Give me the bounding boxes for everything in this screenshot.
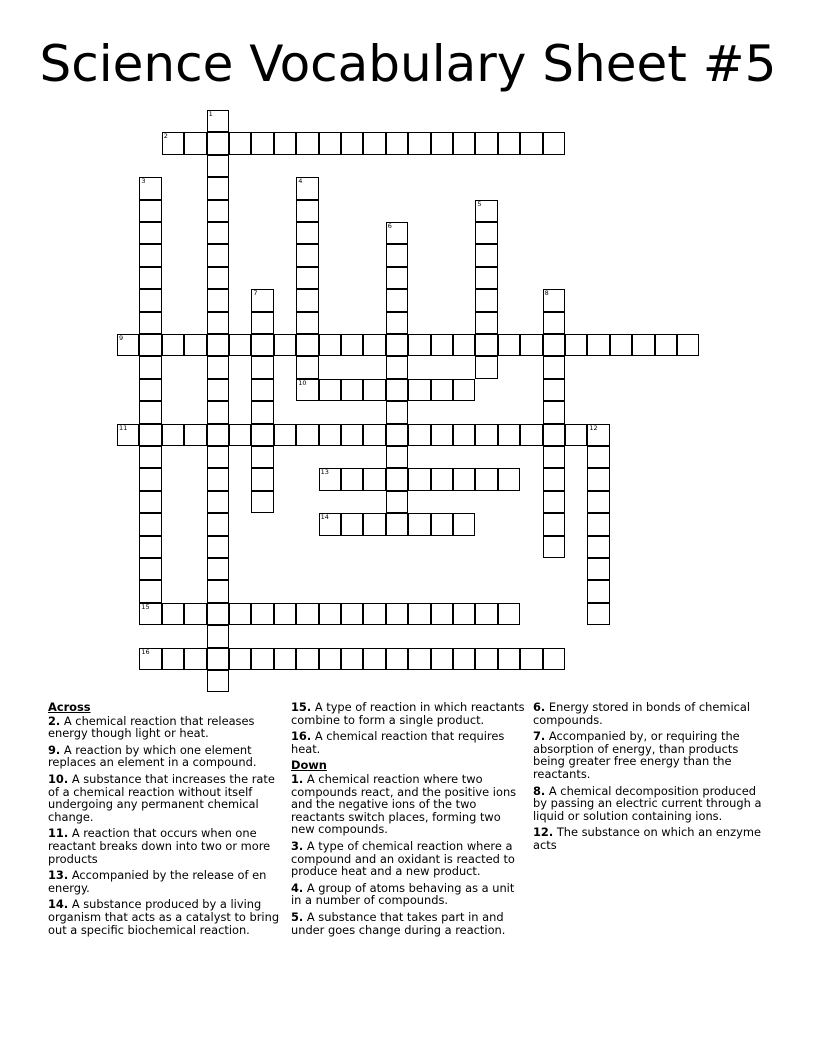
grid-cell[interactable] xyxy=(565,424,587,446)
grid-cell[interactable] xyxy=(229,648,251,670)
clue-number: 9 xyxy=(119,334,124,342)
grid-cell[interactable] xyxy=(229,603,251,625)
grid-cell[interactable] xyxy=(587,513,609,535)
grid-cell[interactable] xyxy=(319,132,341,154)
grid-cell[interactable] xyxy=(207,177,229,199)
grid-cell[interactable] xyxy=(587,603,609,625)
grid-cell[interactable] xyxy=(453,132,475,154)
grid-cell[interactable] xyxy=(587,446,609,468)
grid-cell[interactable] xyxy=(498,132,520,154)
grid-cell[interactable] xyxy=(363,468,385,490)
grid-cell[interactable] xyxy=(139,603,161,625)
clue-number: 4 xyxy=(298,177,303,186)
grid-cell[interactable] xyxy=(296,244,318,266)
grid-cell[interactable] xyxy=(543,379,565,401)
grid-cell[interactable] xyxy=(587,468,609,490)
grid-cell[interactable] xyxy=(543,334,565,356)
grid-cell[interactable] xyxy=(341,132,363,154)
grid-cell[interactable] xyxy=(587,558,609,580)
grid-cell[interactable] xyxy=(207,580,229,602)
grid-cell[interactable] xyxy=(431,513,453,535)
grid-cell[interactable] xyxy=(543,424,565,446)
grid-cell[interactable] xyxy=(251,132,273,154)
clue-number: 7 xyxy=(253,289,258,298)
grid-cell[interactable] xyxy=(543,468,565,490)
grid-cell[interactable] xyxy=(587,424,609,446)
grid-cell[interactable] xyxy=(475,312,497,334)
clue-down-12: 12. The substance on which an enzyme acts xyxy=(533,825,761,852)
grid-cell[interactable] xyxy=(162,424,184,446)
clue-down-8: 8. A chemical decomposition produced by passing an electric current through a liquid or solution containing ions. xyxy=(533,783,762,823)
grid-cell[interactable] xyxy=(498,334,520,356)
grid-cell[interactable] xyxy=(251,379,273,401)
grid-cell[interactable] xyxy=(274,132,296,154)
clue-down-1: 1. A chemical reaction where two compounds react, and the positive ions and the negative ions of the two reactants switch places, forming two new compounds. xyxy=(291,771,517,837)
grid-cell[interactable] xyxy=(341,603,363,625)
grid-cell[interactable] xyxy=(139,356,161,378)
grid-cell[interactable] xyxy=(184,603,206,625)
grid-cell[interactable] xyxy=(386,312,408,334)
grid-cell[interactable] xyxy=(207,401,229,423)
grid-cell[interactable] xyxy=(162,648,184,670)
grid-cell[interactable] xyxy=(207,334,229,356)
grid-cell[interactable] xyxy=(453,334,475,356)
grid-cell[interactable] xyxy=(431,132,453,154)
grid-cell[interactable] xyxy=(251,468,273,490)
grid-cell[interactable] xyxy=(386,132,408,154)
grid-cell[interactable] xyxy=(139,468,161,490)
grid-cell[interactable] xyxy=(207,132,229,154)
grid-cell[interactable] xyxy=(296,312,318,334)
clue-across-14: 14. A substance produced by a living organism that acts as a catalyst to bring out a specific biochemical reaction. xyxy=(48,897,280,937)
clue-number: 3 xyxy=(141,177,146,186)
clues-column-2 xyxy=(291,701,525,940)
grid-cell[interactable] xyxy=(296,177,318,199)
grid-cell[interactable] xyxy=(475,648,497,670)
grid-cell[interactable] xyxy=(251,334,273,356)
grid-cell[interactable] xyxy=(386,603,408,625)
grid-cell[interactable] xyxy=(386,267,408,289)
grid-cell[interactable] xyxy=(453,513,475,535)
grid-cell[interactable] xyxy=(139,558,161,580)
grid-cell[interactable] xyxy=(408,132,430,154)
grid-cell[interactable] xyxy=(319,379,341,401)
grid-cell[interactable] xyxy=(207,446,229,468)
grid-cell[interactable] xyxy=(520,132,542,154)
grid-cell[interactable] xyxy=(475,200,497,222)
clue-across-13: 13. Accompanied by the release of en energy. xyxy=(48,868,267,895)
grid-cell[interactable] xyxy=(207,289,229,311)
grid-cell[interactable] xyxy=(207,491,229,513)
grid-cell[interactable] xyxy=(296,424,318,446)
grid-cell[interactable] xyxy=(341,513,363,535)
grid-cell[interactable] xyxy=(475,424,497,446)
grid-cell[interactable] xyxy=(408,424,430,446)
grid-cell[interactable] xyxy=(139,244,161,266)
grid-cell[interactable] xyxy=(363,424,385,446)
grid-cell[interactable] xyxy=(139,267,161,289)
grid-cell[interactable] xyxy=(475,222,497,244)
clue-down-3: 3. A type of chemical reaction where a compound and an oxidant is reacted to produce heat and a new product. xyxy=(291,838,515,879)
grid-cell[interactable] xyxy=(207,558,229,580)
grid-cell[interactable] xyxy=(251,603,273,625)
grid-cell[interactable] xyxy=(431,648,453,670)
grid-cell[interactable] xyxy=(251,289,273,311)
grid-cell[interactable] xyxy=(229,334,251,356)
grid-cell[interactable] xyxy=(408,513,430,535)
grid-cell[interactable] xyxy=(139,580,161,602)
clue-across-9: 9. A reaction by which one element replaces an element in a compound. xyxy=(48,742,257,770)
grid-cell[interactable] xyxy=(207,468,229,490)
grid-cell[interactable] xyxy=(319,424,341,446)
grid-cell[interactable] xyxy=(184,424,206,446)
grid-cell[interactable] xyxy=(296,603,318,625)
grid-cell[interactable] xyxy=(207,110,229,132)
clue-across-11: 11. A reaction that occurs when one reactant breaks down into two or more products xyxy=(48,826,271,866)
grid-cell[interactable] xyxy=(274,648,296,670)
grid-cell[interactable] xyxy=(341,468,363,490)
grid-cell[interactable] xyxy=(677,334,699,356)
clue-number: 6 xyxy=(387,222,392,230)
grid-cell[interactable] xyxy=(139,491,161,513)
grid-cell[interactable] xyxy=(139,446,161,468)
grid-cell[interactable] xyxy=(610,334,632,356)
grid-cell[interactable] xyxy=(207,625,229,647)
grid-cell[interactable] xyxy=(475,356,497,378)
grid-cell[interactable] xyxy=(162,132,184,154)
grid-cell[interactable] xyxy=(386,491,408,513)
clue-down-7: 7. Accompanied by, or requiring the absorption of energy, than products being greater free energy than the reactants. xyxy=(533,729,740,781)
grid-cell[interactable] xyxy=(363,648,385,670)
grid-cell[interactable] xyxy=(341,379,363,401)
across-heading: Across xyxy=(48,700,91,714)
grid-cell[interactable] xyxy=(386,468,408,490)
grid-cell[interactable] xyxy=(475,603,497,625)
grid-cell[interactable] xyxy=(386,648,408,670)
grid-cell[interactable] xyxy=(207,648,229,670)
grid-cell[interactable] xyxy=(139,424,161,446)
grid-cell[interactable] xyxy=(229,132,251,154)
clues-column-3 xyxy=(533,701,767,856)
grid-cell[interactable] xyxy=(386,289,408,311)
clue-number: 2 xyxy=(163,132,168,141)
grid-cell[interactable] xyxy=(408,379,430,401)
grid-cell[interactable] xyxy=(184,334,206,356)
grid-cell[interactable] xyxy=(207,513,229,535)
clue-down-6: 6. Energy stored in bonds of chemical compounds. xyxy=(533,700,751,727)
grid-cell[interactable] xyxy=(386,356,408,378)
clue-number: 11 xyxy=(119,423,128,432)
grid-cell[interactable] xyxy=(296,222,318,244)
grid-cell[interactable] xyxy=(139,222,161,244)
grid-cell[interactable] xyxy=(251,424,273,446)
grid-cell[interactable] xyxy=(408,334,430,356)
clue-number: 5 xyxy=(477,199,482,208)
grid-cell[interactable] xyxy=(475,468,497,490)
grid-cell[interactable] xyxy=(162,603,184,625)
grid-cell[interactable] xyxy=(139,648,161,670)
grid-cell[interactable] xyxy=(117,424,139,446)
grid-cell[interactable] xyxy=(431,424,453,446)
grid-cell[interactable] xyxy=(184,132,206,154)
grid-cell[interactable] xyxy=(139,513,161,535)
grid-cell[interactable] xyxy=(543,536,565,558)
grid-cell[interactable] xyxy=(319,513,341,535)
page-title: Science Vocabulary Sheet #5 xyxy=(39,35,777,93)
grid-cell[interactable] xyxy=(296,379,318,401)
grid-cell[interactable] xyxy=(543,648,565,670)
clue-number: 15 xyxy=(141,602,150,611)
grid-cell[interactable] xyxy=(251,312,273,334)
clues-column-1 xyxy=(48,701,282,940)
grid-cell[interactable] xyxy=(386,334,408,356)
grid-cell[interactable] xyxy=(139,401,161,423)
clue-down-4: 4. A group of atoms behaving as a unit in a number of compounds. xyxy=(291,880,515,908)
grid-cell[interactable] xyxy=(363,513,385,535)
grid-cell[interactable] xyxy=(408,603,430,625)
grid-cell[interactable] xyxy=(363,603,385,625)
grid-cell[interactable] xyxy=(251,401,273,423)
grid-cell[interactable] xyxy=(184,648,206,670)
grid-cell[interactable] xyxy=(453,603,475,625)
grid-cell[interactable] xyxy=(543,132,565,154)
grid-cell[interactable] xyxy=(162,334,184,356)
grid-cell[interactable] xyxy=(498,424,520,446)
grid-cell[interactable] xyxy=(408,468,430,490)
grid-cell[interactable] xyxy=(543,401,565,423)
grid-cell[interactable] xyxy=(207,536,229,558)
grid-cell[interactable] xyxy=(139,312,161,334)
grid-cell[interactable] xyxy=(274,603,296,625)
grid-cell[interactable] xyxy=(207,356,229,378)
grid-cell[interactable] xyxy=(453,648,475,670)
grid-cell[interactable] xyxy=(386,424,408,446)
grid-cell[interactable] xyxy=(386,379,408,401)
grid-cell[interactable] xyxy=(386,446,408,468)
grid-cell[interactable] xyxy=(475,244,497,266)
grid-cell[interactable] xyxy=(543,491,565,513)
grid-cell[interactable] xyxy=(139,536,161,558)
grid-cell[interactable] xyxy=(139,200,161,222)
grid-cell[interactable] xyxy=(520,424,542,446)
grid-cell[interactable] xyxy=(453,424,475,446)
clue-across-15: 15. A type of reaction in which reactants combine to form a single product. xyxy=(291,700,525,727)
grid-cell[interactable] xyxy=(453,379,475,401)
grid-cell[interactable] xyxy=(587,580,609,602)
clue-number: 10 xyxy=(298,378,307,387)
down-heading: Down xyxy=(291,758,327,773)
grid-cell[interactable] xyxy=(341,334,363,356)
grid-cell[interactable] xyxy=(475,289,497,311)
clue-across-16: 16. A chemical reaction that requires heat. xyxy=(291,729,505,756)
grid-cell[interactable] xyxy=(319,468,341,490)
grid-cell[interactable] xyxy=(386,244,408,266)
grid-cell[interactable] xyxy=(632,334,654,356)
grid-cell[interactable] xyxy=(117,334,139,356)
grid-cell[interactable] xyxy=(274,334,296,356)
grid-cell[interactable] xyxy=(520,648,542,670)
grid-cell[interactable] xyxy=(363,132,385,154)
grid-cell[interactable] xyxy=(296,267,318,289)
grid-cell[interactable] xyxy=(319,648,341,670)
grid-cell[interactable] xyxy=(207,200,229,222)
grid-cell[interactable] xyxy=(296,289,318,311)
grid-cell[interactable] xyxy=(139,334,161,356)
grid-cell[interactable] xyxy=(431,603,453,625)
grid-cell[interactable] xyxy=(386,513,408,535)
grid-cell[interactable] xyxy=(498,603,520,625)
grid-cell[interactable] xyxy=(207,379,229,401)
grid-cell[interactable] xyxy=(207,267,229,289)
grid-cell[interactable] xyxy=(587,491,609,513)
grid-cell[interactable] xyxy=(386,222,408,244)
grid-cell[interactable] xyxy=(475,132,497,154)
grid-cell[interactable] xyxy=(139,177,161,199)
grid-cell[interactable] xyxy=(475,267,497,289)
grid-cell[interactable] xyxy=(543,289,565,311)
clue-across-2: 2. A chemical reaction that releases energy though light or heat. xyxy=(48,713,255,741)
grid-cell[interactable] xyxy=(431,468,453,490)
grid-cell[interactable] xyxy=(431,379,453,401)
grid-cell[interactable] xyxy=(363,334,385,356)
grid-cell[interactable] xyxy=(207,670,229,692)
grid-cell[interactable] xyxy=(475,334,497,356)
grid-cell[interactable] xyxy=(587,536,609,558)
grid-cell[interactable] xyxy=(207,155,229,177)
grid-cell[interactable] xyxy=(453,468,475,490)
grid-cell[interactable] xyxy=(319,603,341,625)
grid-cell[interactable] xyxy=(296,356,318,378)
grid-cell[interactable] xyxy=(251,356,273,378)
grid-cell[interactable] xyxy=(207,424,229,446)
grid-cell[interactable] xyxy=(296,200,318,222)
grid-cell[interactable] xyxy=(655,334,677,356)
grid-cell[interactable] xyxy=(498,468,520,490)
clue-number: 12 xyxy=(589,423,598,432)
clue-number: 1 xyxy=(208,110,213,118)
clue-number: 13 xyxy=(320,468,329,477)
grid-cell[interactable] xyxy=(207,222,229,244)
clue-down-5: 5. A substance that takes part in and under goes change during a reaction. xyxy=(291,909,506,937)
grid-cell[interactable] xyxy=(386,401,408,423)
grid-cell[interactable] xyxy=(431,334,453,356)
grid-cell[interactable] xyxy=(520,334,542,356)
grid-cell[interactable] xyxy=(251,446,273,468)
grid-cell[interactable] xyxy=(296,334,318,356)
grid-cell[interactable] xyxy=(543,312,565,334)
grid-cell[interactable] xyxy=(319,334,341,356)
grid-cell[interactable] xyxy=(207,603,229,625)
clue-across-10: 10. A substance that increases the rate of a chemical reaction without itself undergoing any permanent chemical change. xyxy=(48,771,275,824)
grid-cell[interactable] xyxy=(251,648,273,670)
grid-cell[interactable] xyxy=(296,132,318,154)
grid-cell[interactable] xyxy=(229,424,251,446)
clue-number: 14 xyxy=(320,513,329,522)
grid-cell[interactable] xyxy=(543,513,565,535)
grid-cell[interactable] xyxy=(207,244,229,266)
grid-cell[interactable] xyxy=(139,289,161,311)
grid-cell[interactable] xyxy=(543,446,565,468)
grid-cell[interactable] xyxy=(341,424,363,446)
grid-cell[interactable] xyxy=(543,356,565,378)
grid-cell[interactable] xyxy=(565,334,587,356)
grid-cell[interactable] xyxy=(251,491,273,513)
grid-cell[interactable] xyxy=(139,379,161,401)
grid-cell[interactable] xyxy=(296,648,318,670)
grid-cell[interactable] xyxy=(498,648,520,670)
grid-cell[interactable] xyxy=(587,334,609,356)
grid-cell[interactable] xyxy=(408,648,430,670)
grid-cell[interactable] xyxy=(341,648,363,670)
grid-cell[interactable] xyxy=(207,312,229,334)
grid-cell[interactable] xyxy=(363,379,385,401)
clue-number: 16 xyxy=(141,647,150,656)
clue-number: 8 xyxy=(544,289,549,298)
grid-cell[interactable] xyxy=(274,424,296,446)
